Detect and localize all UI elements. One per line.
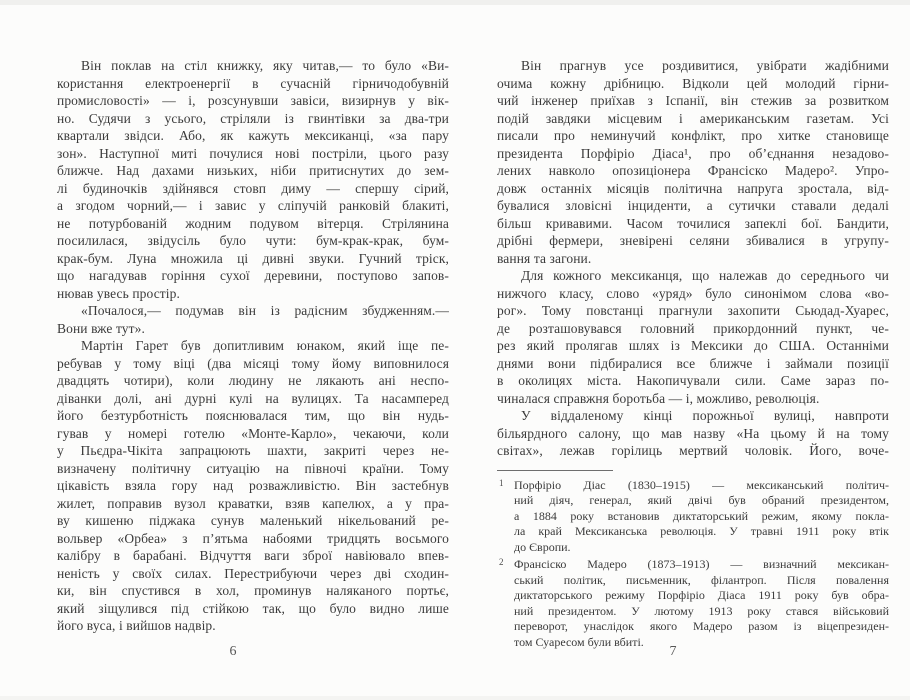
text-line: вання та загони. — [497, 250, 592, 266]
text-line: Порфіріо Діас (1830–1915) — мексиканський політич- — [514, 477, 889, 492]
text-line: зон». Наступної миті почулися нові постріли, цього разу — [57, 145, 449, 161]
text-line: ла край Мексиканська революція. У травні 1911 року втік — [514, 524, 889, 538]
page-number-right: 7 — [669, 644, 677, 659]
text-line: Він прагнув усе роздивитися, увібрати жадібними — [521, 58, 889, 73]
text-line: лених навколо опозиціонера Франсіско Мадеро². Упро- — [497, 163, 889, 178]
text-line: користання електроенергії в сучасній гірничодобувній — [57, 75, 449, 91]
text-line: не потурбованій жодним подувом вітерця. Стрілянина — [57, 215, 449, 231]
paragraph — [497, 407, 889, 460]
footnote-marker: 1 — [499, 477, 504, 488]
text-line: довж останніх місяців політична напруга зростала, від- — [497, 180, 889, 196]
footnote-marker: 2 — [499, 557, 504, 567]
text-line: у Пьєдра-Чікіта запрацюють шахти, закриті через не- — [57, 443, 449, 458]
text-line: двадцять чотири), коли людину не лякають ані неспо- — [57, 373, 449, 388]
text-line: дрібні фермери, зневірені селяни збивалися в угрупу- — [497, 233, 889, 248]
text-line: ський політик, письменник, філантроп. Після повалення — [514, 572, 889, 587]
text-line: більш кривавими. Часом точилися запеклі бої. Бандити, — [497, 215, 889, 231]
text-line: крак-бум. Луна множила ці дивні звуки. Гучний тріск, — [57, 250, 449, 266]
paragraph — [57, 57, 449, 302]
paragraph — [497, 267, 889, 407]
paragraph — [57, 302, 449, 337]
text-line: який зіщулився під стійкою так, що було видно лише — [57, 600, 449, 616]
text-line: визначену політичну ситуацію на півночі країни. Тому — [57, 460, 449, 476]
text-line: писали про неминучий конфлікт, про хитке становище — [497, 128, 889, 143]
text-line: ближче. Над дахами низьких, ніби притиснутих до зем- — [57, 163, 449, 178]
text-line: цікавість взяла гору над розважливістю. Він застебнув — [57, 478, 449, 493]
text-line: Він поклав на стіл книжку, яку читав,— то було «Ви- — [81, 58, 449, 73]
text-line: рог». Тому повстанці прагнули захопити Сьюдад-Хуарес, — [497, 303, 889, 318]
text-line: а згодом чорний,— і завис у сліпучій ранковій блакиті, — [57, 198, 449, 213]
text-line: чиналася справжня боротьба — і, можливо, революція. — [497, 390, 820, 406]
text-line: ребував у тому віці (два місяці тому йому виповнилося — [57, 355, 449, 371]
page-number-left: 6 — [229, 644, 237, 659]
text-line: диктаторського режиму Порфіріо Діаса 1911 року був обра- — [514, 588, 889, 602]
right-page — [497, 57, 889, 650]
text-line: Мартін Гарет був допитливим юнаком, який іще пе- — [81, 338, 449, 353]
text-line: том Суаресом були вбиті. — [514, 634, 644, 649]
text-line: в околицях міста. Накопичували сили. Саме зараз по- — [497, 373, 889, 388]
text-line: днями вони підбиралися все ближче і займали позиції — [497, 355, 889, 371]
text-line: лі будиночків здійнявся стовп диму — спершу сірий, — [57, 180, 449, 196]
text-line: бувалися зловісні інциденти, а сутички ставали дедалі — [497, 198, 889, 213]
paragraph — [57, 337, 449, 635]
footnote — [497, 557, 889, 650]
text-line: ний діяч, генерал, який двічі був обраний президентом, — [514, 493, 889, 507]
left-page — [57, 57, 449, 635]
text-line: квартали звідси. Або, як кажуть мексиканці, «за пару — [57, 128, 449, 143]
text-line: ки, він спустився в хол, проминув наляканого портьє, — [57, 583, 449, 598]
footnote-separator — [497, 470, 613, 471]
paragraph — [497, 57, 889, 267]
text-line: но. Судячи з усього, стріляли із гвинтівки за два-три — [57, 110, 449, 126]
text-line: гував у номері готелю «Монте-Карло», чекаючи, коли — [57, 425, 449, 441]
text-line: ву кишеню піджака сунув маленький нікельований ре- — [57, 513, 449, 528]
text-line: а 1884 року встановив диктаторський режим, якому покла- — [514, 508, 889, 523]
text-line: його вуса, і вийшов надвір. — [57, 618, 216, 633]
text-line: більярдного салону, що мав назву «На цьому й на тому — [497, 425, 889, 441]
text-line: де розташовувався головний прикордонний пункт, че- — [497, 320, 889, 336]
text-line: що нагадував горіння сухої деревини, поступово запов- — [57, 268, 449, 283]
text-line: вольвер «Орбеа» з п’ятьма набоями тридцять восьмого — [57, 530, 449, 546]
text-line: президента Порфіріо Діаса¹, про об’єднання незадово- — [497, 145, 889, 161]
text-line: світах», лежав горілиць мертвий чоловік. Його, воче- — [497, 443, 889, 458]
text-line: Для кожного мексиканця, що належав до середнього чи — [521, 268, 889, 283]
text-line: подій завдяки місцевим і американським газетам. Усі — [497, 110, 889, 126]
text-line: нював увесь простір. — [57, 285, 180, 301]
text-line: «Почалося,— подумав він із радісним збудженням.— — [81, 303, 449, 318]
scan-edge-top — [0, 0, 910, 5]
text-line: промисловості» — і, розсунувши завіси, визирнув у вік- — [57, 93, 449, 108]
text-line: очима кожну дрібницю. Відколи цей молодий гірни- — [497, 75, 889, 91]
text-line: Франсіско Мадеро (1873–1913) — визначний мексикан- — [514, 557, 889, 571]
text-line: неність у своїх силах. Перестрибуючи через дві сходин- — [57, 565, 449, 581]
text-line: переворот, унаслідок якого Мадеро разом із віцепрезиден- — [514, 619, 889, 633]
text-line: до Європи. — [514, 539, 571, 554]
text-line: У віддаленому кінці порожньої вулиці, навпроти — [521, 408, 889, 423]
text-line: нижчого класу, слово «уряд» було синонімом слова «во- — [497, 285, 889, 301]
text-line: чий інженер приїхав з Іспанії, він стежив за розвитком — [497, 93, 889, 108]
text-line: посилилася, звідусіль було чути: бум-крак-крак, бум- — [57, 233, 449, 248]
text-line: Вони вже тут». — [57, 320, 145, 336]
text-line: жилет, поправив вузол краватки, взяв капелюх, а у пра- — [57, 495, 449, 511]
scan-edge-bottom — [0, 696, 910, 700]
text-line: діванки долі, ані дурні кулі на вулицях. Та насамперед — [57, 390, 449, 406]
text-line: його безтурботність пояснювалася тим, що він нудь- — [57, 408, 449, 423]
footnote — [497, 478, 889, 556]
text-line: ний президентом. У лютому 1913 року стався військовий — [514, 603, 889, 618]
text-line: рез який пролягав шлях із Мексики до США. Останніми — [497, 338, 889, 353]
text-line: калібру в барабані. Відчуття ваги зброї навіювало впев- — [57, 548, 449, 563]
